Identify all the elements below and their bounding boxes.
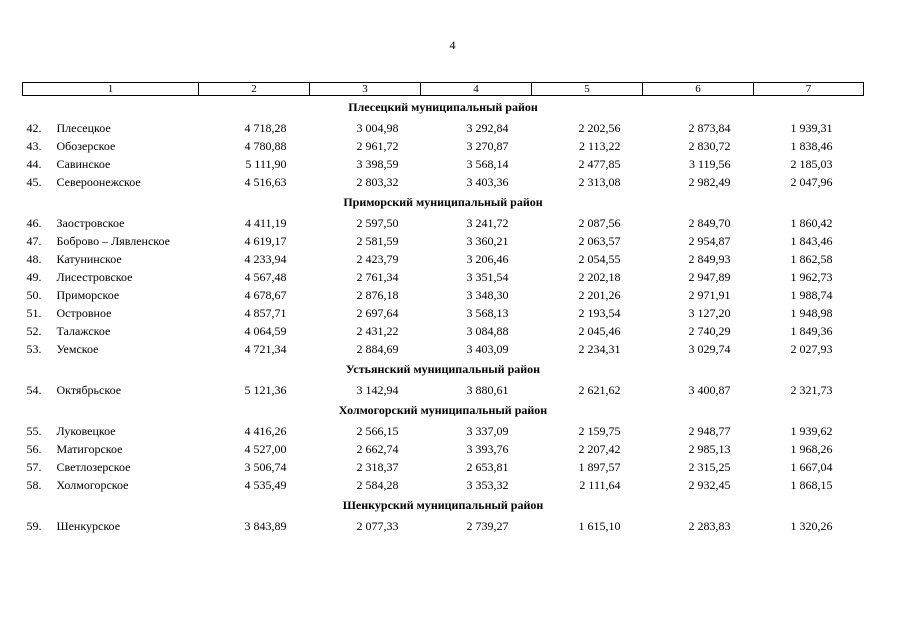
header-row: [23, 83, 864, 96]
section-row: [23, 494, 864, 517]
value-cell-col-5: 2 477,85: [578, 157, 621, 171]
value-cell-col-5: 2 111,64: [579, 478, 621, 492]
row-number: 50.: [26, 288, 42, 302]
value-cell-col-7: 2 185,03: [790, 157, 833, 171]
value-cell-col-3: 2 566,15: [356, 424, 399, 438]
section-row: [23, 358, 864, 381]
value-cell-col-6: 2 873,84: [688, 121, 731, 135]
value-cell-col-6: 2 932,45: [688, 478, 731, 492]
value-cell-col-3: 2 318,37: [356, 460, 399, 474]
value-cell-col-5: 2 202,18: [578, 270, 621, 284]
row-number: 55.: [26, 424, 42, 438]
settlement-cell: [23, 173, 199, 191]
value-cell-col-5: 2 063,57: [578, 234, 621, 248]
settlement-name: Катунинское: [56, 252, 122, 266]
value-cell-col-2: 4 678,67: [244, 288, 287, 302]
row-number: 51.: [26, 306, 42, 320]
value-cell-col-7: 1 939,62: [790, 424, 833, 438]
row-number: 45.: [26, 175, 42, 189]
table-row: [23, 322, 864, 340]
settlement-cell: [23, 214, 199, 232]
settlement-name: Луковецкое: [56, 424, 116, 438]
value-cell-col-5: 2 054,55: [578, 252, 621, 266]
settlement-cell: [23, 476, 199, 494]
value-cell-col-7: 2 027,93: [790, 342, 833, 356]
row-number: 53.: [26, 342, 42, 356]
settlement-cell: [23, 381, 199, 399]
value-cell-col-5: 2 234,31: [578, 342, 621, 356]
value-cell-col-6: 2 982,49: [688, 175, 731, 189]
value-cell-col-2: 3 843,89: [244, 519, 287, 533]
settlement-name: Светлозерское: [56, 460, 131, 474]
settlement-cell: [23, 517, 199, 535]
settlement-cell: [23, 322, 199, 340]
table-header: [23, 83, 864, 96]
value-cell-col-5: 2 207,42: [578, 442, 621, 456]
value-cell-col-5: 2 201,26: [578, 288, 621, 302]
value-cell-col-5: 1 897,57: [578, 460, 621, 474]
page-number: 4: [449, 38, 456, 52]
row-number: 52.: [26, 324, 42, 338]
value-cell-col-3: 2 431,22: [356, 324, 399, 338]
value-cell-col-3: 2 077,33: [356, 519, 399, 533]
value-cell-col-4: 3 337,09: [466, 424, 509, 438]
column-header-2: 2: [199, 83, 310, 96]
row-number: 44.: [26, 157, 42, 171]
table-row: [23, 286, 864, 304]
section-title: Шенкурский муниципальный район: [342, 498, 544, 512]
value-cell-col-4: 3 206,46: [466, 252, 509, 266]
value-cell-col-6: 3 119,56: [688, 157, 731, 171]
section-title: Плесецкий муниципальный район: [348, 100, 538, 114]
value-cell-col-3: 2 961,72: [356, 139, 399, 153]
settlement-cell: [23, 268, 199, 286]
value-cell-col-7: 1 843,46: [790, 234, 833, 248]
value-cell-col-2: 4 516,63: [244, 175, 287, 189]
value-cell-col-2: 5 121,36: [244, 383, 287, 397]
settlement-cell: [23, 304, 199, 322]
value-cell-col-6: 2 315,25: [688, 460, 731, 474]
section-title: Приморский муниципальный район: [343, 195, 543, 209]
value-cell-col-3: 2 803,32: [356, 175, 399, 189]
table-row: [23, 232, 864, 250]
column-header-6: 6: [643, 83, 754, 96]
value-cell-col-7: 2 047,96: [790, 175, 833, 189]
value-cell-col-6: 2 283,83: [688, 519, 731, 533]
value-cell-col-3: 2 581,59: [356, 234, 399, 248]
table-row: [23, 422, 864, 440]
row-number: 49.: [26, 270, 42, 284]
table-row: [23, 340, 864, 358]
settlement-name: Островное: [56, 306, 112, 320]
value-cell-col-2: 3 506,74: [244, 460, 287, 474]
value-cell-col-7: 1 868,15: [790, 478, 833, 492]
value-cell-col-2: 5 111,90: [245, 157, 287, 171]
value-cell-col-7: 1 948,98: [790, 306, 833, 320]
value-cell-col-5: 2 313,08: [578, 175, 621, 189]
value-cell-col-7: 1 939,31: [790, 121, 833, 135]
settlement-name: Боброво – Лявленское: [56, 234, 171, 248]
value-cell-col-7: 1 667,04: [790, 460, 833, 474]
value-cell-col-7: 1 320,26: [790, 519, 833, 533]
table-row: [23, 214, 864, 232]
table-row: [23, 173, 864, 191]
value-cell-col-5: 2 159,75: [578, 424, 621, 438]
settlement-name: Холмогорское: [56, 478, 129, 492]
value-cell-col-4: 2 739,27: [466, 519, 509, 533]
table-row: [23, 517, 864, 535]
value-cell-col-7: 1 988,74: [790, 288, 833, 302]
settlement-cell: [23, 440, 199, 458]
value-cell-col-7: 1 860,42: [790, 216, 833, 230]
value-cell-col-2: 4 721,34: [244, 342, 287, 356]
settlement-cell: [23, 155, 199, 173]
table-body: [23, 96, 864, 536]
column-header-4: 4: [421, 83, 532, 96]
value-cell-col-4: 3 351,54: [466, 270, 509, 284]
column-header-3: 3: [310, 83, 421, 96]
value-cell-col-3: 2 423,79: [356, 252, 399, 266]
value-cell-col-4: 3 393,76: [466, 442, 509, 456]
value-cell-col-7: 1 968,26: [790, 442, 833, 456]
value-cell-col-3: 2 584,28: [356, 478, 399, 492]
value-cell-col-4: 3 084,88: [466, 324, 509, 338]
value-cell-col-4: 3 880,61: [466, 383, 509, 397]
table-row: [23, 458, 864, 476]
tariff-table: [22, 82, 864, 535]
column-header-7: 7: [754, 83, 864, 96]
value-cell-col-2: 4 619,17: [244, 234, 287, 248]
value-cell-col-4: 2 653,81: [466, 460, 509, 474]
value-cell-col-7: 1 849,36: [790, 324, 833, 338]
column-header-1: 1: [23, 83, 199, 96]
value-cell-col-2: 4 233,94: [244, 252, 287, 266]
table-row: [23, 155, 864, 173]
row-number: 47.: [26, 234, 42, 248]
value-cell-col-5: 2 621,62: [578, 383, 621, 397]
value-cell-col-5: 2 113,22: [578, 139, 621, 153]
value-cell-col-2: 4 535,49: [244, 478, 287, 492]
value-cell-col-7: 1 962,73: [790, 270, 833, 284]
value-cell-col-2: 4 780,88: [244, 139, 287, 153]
value-cell-col-4: 3 270,87: [466, 139, 509, 153]
settlement-name: Савинское: [56, 157, 111, 171]
value-cell-col-3: 2 876,18: [356, 288, 399, 302]
settlement-name: Лисестровское: [56, 270, 133, 284]
value-cell-col-6: 3 400,87: [688, 383, 731, 397]
value-cell-col-4: 3 353,32: [466, 478, 509, 492]
settlement-name: Обозерское: [56, 139, 116, 153]
row-number: 46.: [26, 216, 42, 230]
value-cell-col-7: 1 862,58: [790, 252, 833, 266]
section-title: Холмогорский муниципальный район: [338, 403, 548, 417]
value-cell-col-3: 2 597,50: [356, 216, 399, 230]
settlement-name: Шенкурское: [56, 519, 121, 533]
row-number: 43.: [26, 139, 42, 153]
value-cell-col-4: 3 241,72: [466, 216, 509, 230]
value-cell-col-3: 2 761,34: [356, 270, 399, 284]
value-cell-col-6: 2 830,72: [688, 139, 731, 153]
value-cell-col-4: 3 348,30: [466, 288, 509, 302]
value-cell-col-4: 3 403,36: [466, 175, 509, 189]
value-cell-col-2: 4 718,28: [244, 121, 287, 135]
settlement-name: Уемское: [56, 342, 99, 356]
table-row: [23, 304, 864, 322]
settlement-cell: [23, 458, 199, 476]
value-cell-col-4: 3 360,21: [466, 234, 509, 248]
row-number: 42.: [26, 121, 42, 135]
row-number: 57.: [26, 460, 42, 474]
row-number: 48.: [26, 252, 42, 266]
value-cell-col-2: 4 064,59: [244, 324, 287, 338]
section-row: [23, 96, 864, 120]
value-cell-col-6: 2 947,89: [688, 270, 731, 284]
value-cell-col-7: 1 838,46: [790, 139, 833, 153]
settlement-cell: [23, 340, 199, 358]
table-row: [23, 476, 864, 494]
value-cell-col-6: 2 954,87: [688, 234, 731, 248]
row-number: 54.: [26, 383, 42, 397]
value-cell-col-3: 2 884,69: [356, 342, 399, 356]
value-cell-col-5: 2 193,54: [578, 306, 621, 320]
value-cell-col-4: 3 568,14: [466, 157, 509, 171]
value-cell-col-2: 4 857,71: [244, 306, 287, 320]
value-cell-col-3: 3 004,98: [356, 121, 399, 135]
section-row: [23, 191, 864, 214]
settlement-name: Талажское: [56, 324, 111, 338]
value-cell-col-3: 2 662,74: [356, 442, 399, 456]
section-title: Устьянский муниципальный район: [345, 362, 541, 376]
settlement-cell: [23, 286, 199, 304]
value-cell-col-2: 4 416,26: [244, 424, 287, 438]
value-cell-col-2: 4 567,48: [244, 270, 287, 284]
value-cell-col-6: 2 948,77: [688, 424, 731, 438]
row-number: 59.: [26, 519, 42, 533]
settlement-name: Заостровское: [56, 216, 125, 230]
value-cell-col-3: 3 398,59: [356, 157, 399, 171]
row-number: 56.: [26, 442, 42, 456]
value-cell-col-5: 2 087,56: [578, 216, 621, 230]
value-cell-col-7: 2 321,73: [790, 383, 833, 397]
settlement-name: Матигорское: [56, 442, 123, 456]
value-cell-col-6: 3 127,20: [688, 306, 731, 320]
settlement-name: Приморское: [56, 288, 120, 302]
value-cell-col-3: 2 697,64: [356, 306, 399, 320]
table-row: [23, 381, 864, 399]
table-row: [23, 250, 864, 268]
value-cell-col-6: 2 849,93: [688, 252, 731, 266]
settlement-cell: [23, 250, 199, 268]
value-cell-col-5: 1 615,10: [578, 519, 621, 533]
value-cell-col-6: 2 849,70: [688, 216, 731, 230]
value-cell-col-2: 4 527,00: [244, 442, 287, 456]
table-row: [23, 440, 864, 458]
value-cell-col-4: 3 292,84: [466, 121, 509, 135]
settlement-cell: [23, 137, 199, 155]
settlement-name: Североонежское: [56, 175, 141, 189]
settlement-cell: [23, 119, 199, 137]
column-header-5: 5: [532, 83, 643, 96]
value-cell-col-6: 2 971,91: [688, 288, 731, 302]
value-cell-col-4: 3 568,13: [466, 306, 509, 320]
value-cell-col-5: 2 202,56: [578, 121, 621, 135]
value-cell-col-5: 2 045,46: [578, 324, 621, 338]
settlement-name: Плесецкое: [56, 121, 111, 135]
value-cell-col-6: 2 985,13: [688, 442, 731, 456]
table-row: [23, 137, 864, 155]
table-row: [23, 119, 864, 137]
value-cell-col-3: 3 142,94: [356, 383, 399, 397]
settlement-cell: [23, 422, 199, 440]
value-cell-col-6: 3 029,74: [688, 342, 731, 356]
value-cell-col-4: 3 403,09: [466, 342, 509, 356]
section-row: [23, 399, 864, 422]
table-row: [23, 268, 864, 286]
row-number: 58.: [26, 478, 42, 492]
value-cell-col-6: 2 740,29: [688, 324, 731, 338]
value-cell-col-2: 4 411,19: [244, 216, 287, 230]
settlement-name: Октябрьское: [56, 383, 122, 397]
settlement-cell: [23, 232, 199, 250]
